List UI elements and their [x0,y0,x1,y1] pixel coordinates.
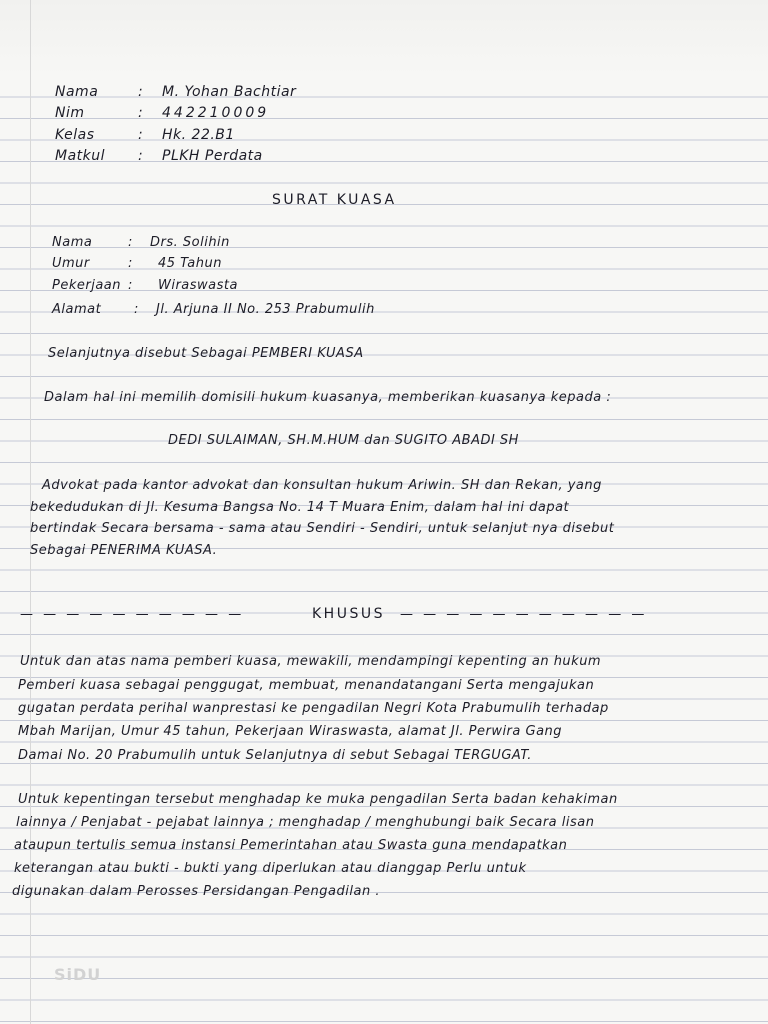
grantor-value-age: 45 Tahun [158,256,222,271]
header-label-name: Nama [55,84,99,100]
page-top-band [0,0,768,76]
grantor-value-address: Jl. Arjuna II No. 253 Prabumulih [156,302,375,317]
header-label-class: Kelas [55,127,95,143]
purpose-line: Untuk kepentingan tersebut menghadap ke muka pengadilan Serta badan kehakiman [18,792,618,807]
special-line: Untuk dan atas nama pemberi kuasa, mewakili, mendampingi kepenting an hukum [20,654,602,669]
header-colon: : [138,105,144,121]
header-value-name: M. Yohan Bachtiar [162,84,297,100]
advocate-line: Advokat pada kantor advokat dan konsultan hukum Ariwin. SH dan Rekan, yang [42,478,602,493]
divider-dashes: — — — — — — — — — — — [400,607,648,622]
header-value-nim: 442210009 [162,105,270,121]
header-label-course: Matkul [55,148,106,164]
header-value-course: PLKH Perdata [162,148,263,164]
special-line: Mbah Marijan, Umur 45 tahun, Pekerjaan Wiraswasta, alamat Jl. Perwira Gang [18,724,563,739]
grantor-colon: : [128,278,133,293]
advocate-line: bertindak Secara bersama - sama atau Sendiri - Sendiri, untuk selanjut nya disebut [30,521,615,536]
header-colon: : [138,127,144,143]
special-line: gugatan perdata perihal wanprestasi ke pengadilan Negri Kota Prabumulih terhadap [18,701,609,716]
grantor-label-age: Umur [52,256,90,271]
grantor-label-address: Alamat [52,302,102,317]
grantor-designation: Selanjutnya disebut Sebagai PEMBERI KUASA [48,346,364,361]
header-colon: : [138,84,144,100]
grantor-label-name: Nama [52,235,93,250]
purpose-line: ataupun tertulis semua instansi Pemerintahan atau Swasta guna mendapatkan [14,838,568,853]
brand-watermark: SiDU [54,965,102,984]
special-heading: KHUSUS [312,606,385,622]
grantor-colon: : [128,235,133,250]
advocate-line: Sebagai PENERIMA KUASA. [30,543,218,558]
grantor-colon: : [134,302,139,317]
attorney-names: DEDI SULAIMAN, SH.M.HUM dan SUGITO ABADI SH [168,433,519,448]
purpose-line: keterangan atau bukti - bukti yang diperlukan atau dianggap Perlu untuk [14,861,527,876]
grantor-label-occupation: Pekerjaan [52,278,121,293]
header-value-class: Hk. 22.B1 [162,127,235,143]
grantor-colon: : [128,256,133,271]
divider-dashes: — — — — — — — — — — [20,607,245,622]
header-colon: : [138,148,144,164]
header-label-nim: Nim [55,105,85,121]
grantor-value-occupation: Wiraswasta [158,278,238,293]
document-title: SURAT KUASA [272,192,397,208]
special-line: Pemberi kuasa sebagai penggugat, membuat, menandatangani Serta mengajukan [18,678,595,693]
purpose-line: lainnya / Penjabat - pejabat lainnya ; menghadap / menghubungi baik Secara lisan [16,815,595,830]
grantor-value-name: Drs. Solihin [150,235,230,250]
advocate-line: bekedudukan di Jl. Kesuma Bangsa No. 14 T Muara Enim, dalam hal ini dapat [30,500,570,515]
purpose-line: digunakan dalam Perosses Persidangan Pengadilan . [12,884,380,899]
domicile-statement: Dalam hal ini memilih domisili hukum kuasanya, memberikan kuasanya kepada : [44,390,612,405]
special-line: Damai No. 20 Prabumulih untuk Selanjutnya di sebut Sebagai TERGUGAT. [18,748,532,763]
